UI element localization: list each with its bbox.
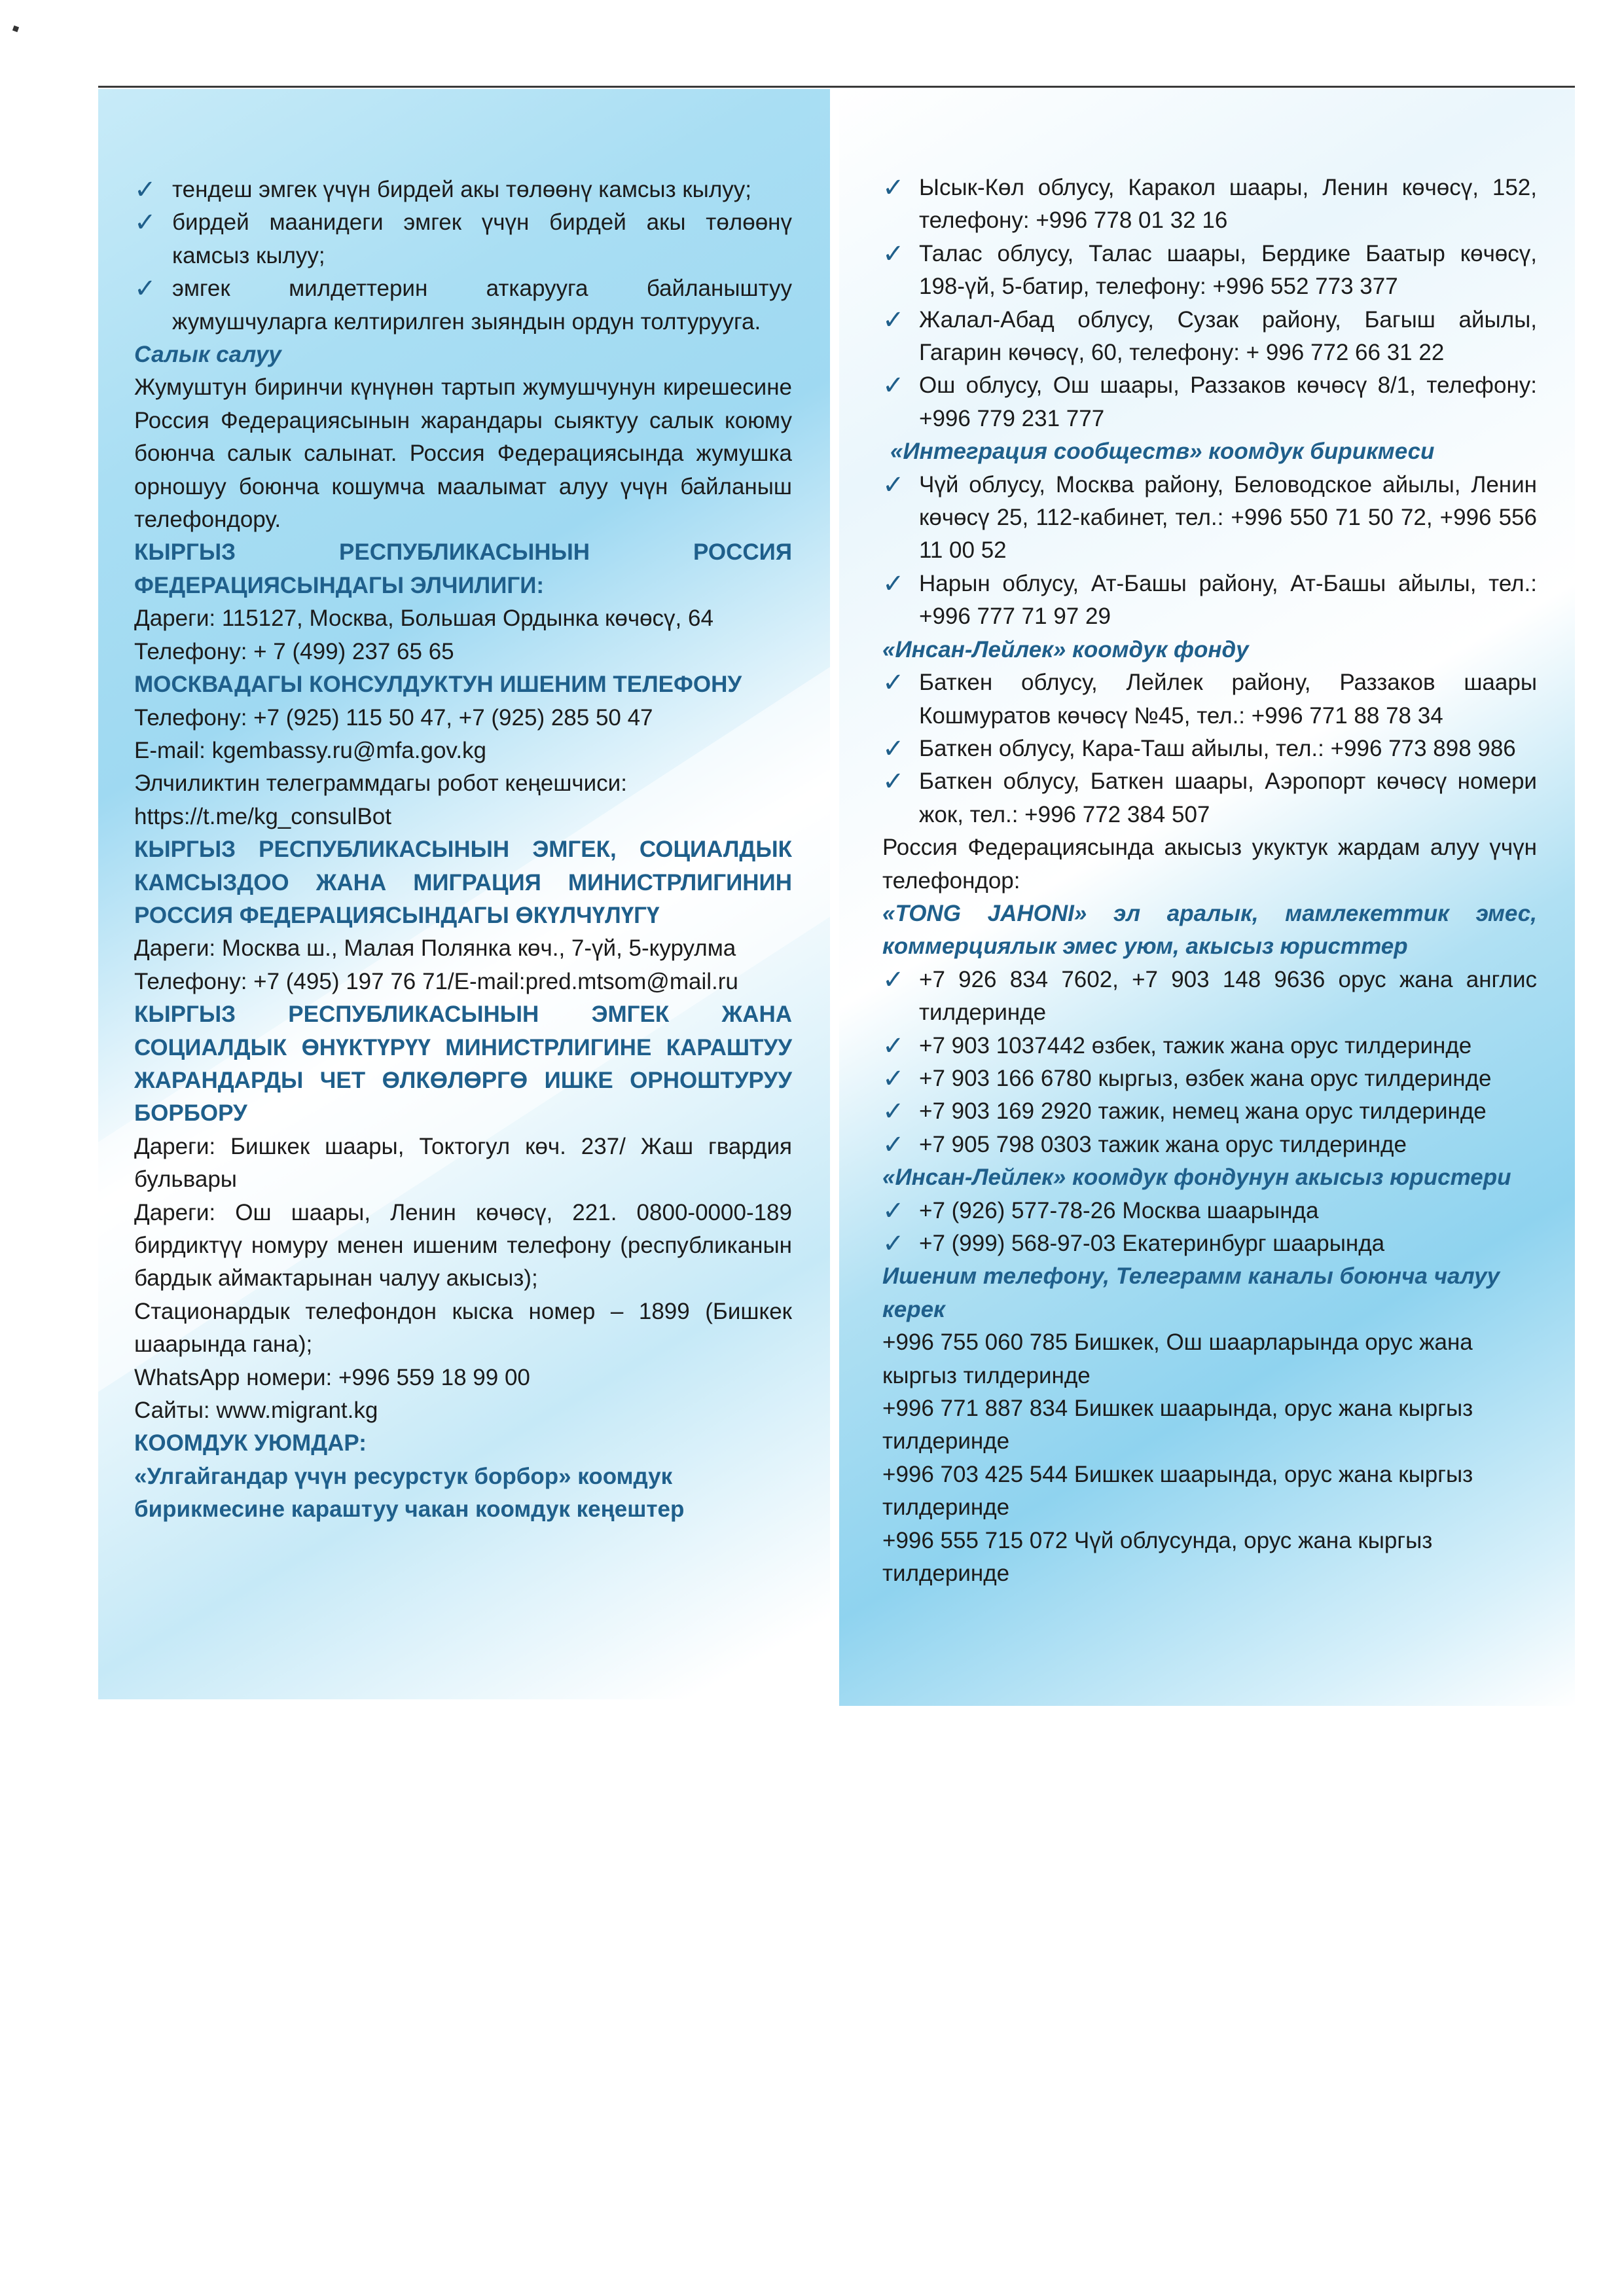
embassy-heading: КЫРГЫЗ РЕСПУБЛИКАСЫНЫН РОССИЯ ФЕДЕРАЦИЯСЫНДАГЫ ЭЛЧИЛИГИ: [134,539,792,598]
hotline-4: +996 555 715 072 Чүй облусунда, орус жана кыргыз тилдеринде [882,1527,1433,1587]
insan-heading: «Инсан-Лейлек» коомдук фонду [882,636,1249,662]
orgs-subheading: «Улгайгандар үчүн ресурстук борбор» коомдук бирикмесине караштуу чакан коомдук кеңештер [134,1463,685,1523]
center-address-osh: Дареги: Ош шаары, Ленин көчөсү, 221. 0800-0000-189 бирдиктүү номуру менен ишеним телефону (республиканын бардык аймактарынан чалуу акысыз); [134,1199,792,1292]
checkmark-icon: ✓ [882,569,905,598]
hotline-2: +996 771 887 834 Бишкек шаарында, орус жана кыргыз тилдеринде [882,1396,1473,1455]
center-short-number: Стационардык телефондон кыска номер – 1899 (Бишкек шаарында гана); [134,1298,792,1358]
checkmark-icon: ✓ [882,1064,905,1093]
right-column [882,172,1537,1590]
checkmark-icon: ✓ [882,1031,905,1060]
checkmark-icon: ✓ [882,965,905,994]
legal-aid-text: Россия Федерациясында акысыз укуктук жардам алуу үчүн телефондор: [882,835,1537,894]
checkmark-icon: ✓ [882,1229,905,1258]
checkmark-icon: ✓ [882,668,905,698]
list-item: ✓ Нарын облусу, Ат-Башы району, Ат-Башы айылы, тел.: +996 777 71 97 29 [882,568,1537,634]
list-item: ✓ +7 (999) 568-97-03 Екатеринбург шаарында [882,1227,1537,1260]
list-item: ✓ +7 905 798 0303 тажик жана орус тилдеринде [882,1129,1537,1161]
embassy-address: Дареги: 115127, Москва, Большая Ордынка көчөсү, 64 [134,605,713,632]
checkmark-icon: ✓ [882,1097,905,1127]
consul-email: E-mail: kgembassy.ru@mfa.gov.kg [134,737,487,763]
checkmark-icon: ✓ [882,470,905,499]
list-item: ✓ Талас облусу, Талас шаары, Бердике Баатыр көчөсү, 198-үй, 5-батир, телефону: +996 552 773 377 [882,238,1537,304]
embassy-phone: Телефону: + 7 (499) 237 65 65 [134,638,454,664]
list-item: ✓ +7 903 1037442 өзбек, тажик жана орус тилдеринде [882,1030,1537,1062]
center-whatsapp: WhatsApp номери: +996 559 18 99 00 [134,1364,530,1390]
consul-heading: МОСКВАДАГЫ КОНСУЛДУКТУН ИШЕНИМ ТЕЛЕФОНУ [134,672,742,698]
checkmark-icon: ✓ [134,175,156,204]
checkmark-icon: ✓ [882,371,905,401]
list-item: ✓ +7 903 169 2920 тажик, немец жана орус тилдеринде [882,1095,1537,1128]
hotline-1: +996 755 060 785 Бишкек, Ош шаарларында орус жана кыргыз тилдеринде [882,1329,1473,1388]
list-item: ✓ Баткен облусу, Баткен шаары, Аэропорт көчөсү номери жок, тел.: +996 772 384 507 [882,765,1537,831]
tax-heading: Салык салуу [134,342,281,368]
tax-text: Жумуштун биринчи күнүнөн тартып жумушчунун кирешесине Россия Федерациясынын жарандары сыяктуу салык коюму боюнча салык салынат. Россия Федерациясында жумушка орношуу боюнча кошумча маалымат алуу үчүн байланыш телефондору. [134,374,792,533]
checkmark-icon: ✓ [134,208,156,238]
hotline-heading: Ишеним телефону, Телеграмм каналы боюнча чалуу керек [882,1263,1500,1322]
list-item: ✓ тендеш эмгек үчүн бирдей акы төлөөнү камсыз кылуу; [134,173,792,206]
integration-heading: «Интеграция сообществ» коомдук бирикмеси [890,439,1435,465]
checkmark-icon: ✓ [882,767,905,797]
checkmark-icon: ✓ [882,1130,905,1159]
ministry-address: Дареги: Москва ш., Малая Полянка көч., 7-үй, 5-курулма [134,935,736,962]
scan-corner-mark [12,26,19,32]
left-column [134,173,792,1527]
checkmark-icon: ✓ [882,239,905,268]
insan-lawyers-heading: «Инсан-Лейлек» коомдук фондунун акысыз юристери [882,1165,1511,1191]
tong-jahoni-heading: «TONG JAHONI» эл аралык, мамлекеттик эмес, коммерциялык эмес уюм, акысыз юристтер [882,900,1537,960]
list-item: ✓ +7 903 166 6780 кыргыз, өзбек жана орус тилдеринде [882,1062,1537,1095]
orgs-heading: КООМДУК УЮМДАР: [134,1430,367,1456]
list-item: ✓ Чүй облусу, Москва району, Беловодское айылы, Ленин көчөсү 25, 112-кабинет, тел.: +996 550 71 50 72, +996 556 11 00 52 [882,469,1537,568]
checkmark-icon: ✓ [882,1196,905,1225]
consul-bot-label: Элчиликтин телеграммдагы робот кеңешчиси: [134,770,627,797]
ministry-heading: КЫРГЫЗ РЕСПУБЛИКАСЫНЫН ЭМГЕК, СОЦИАЛДЫК КАМСЫЗДОО ЖАНА МИГРАЦИЯ МИНИСТРЛИГИНИН РОССИЯ ФЕДЕРАЦИЯСЫНДАГЫ ӨКҮЛЧҮЛҮГҮ [134,837,792,928]
list-item: ✓ бирдей маанидеги эмгек үчүн бирдей акы төлөөнү камсыз кылуу; [134,206,792,272]
checkmark-icon: ✓ [882,305,905,334]
center-site[interactable]: Сайты: www.migrant.kg [134,1398,378,1424]
list-item: ✓ эмгек милдеттерин аткарууга байланыштуу жумушчуларга келтирилген зыяндын ордун толтурууга. [134,272,792,338]
list-item: ✓ Баткен облусу, Кара-Таш айылы, тел.: +996 773 898 986 [882,732,1537,765]
list-item: ✓ Жалал-Абад облусу, Сузак району, Багыш айылы, Гагарин көчөсү, 60, телефону: + 996 772 66 31 22 [882,304,1537,370]
consul-phone: Телефону: +7 (925) 115 50 47, +7 (925) 285 50 47 [134,704,653,731]
checkmark-icon: ✓ [134,274,156,304]
hotline-3: +996 703 425 544 Бишкек шаарында, орус жана кыргыз тилдеринде [882,1461,1473,1521]
list-item: ✓ Ысык-Көл облусу, Каракол шаары, Ленин көчөсү, 152, телефону: +996 778 01 32 16 [882,172,1537,238]
center-heading: КЫРГЫЗ РЕСПУБЛИКАСЫНЫН ЭМГЕК ЖАНА СОЦИАЛДЫК ӨНҮКТҮРҮҮ МИНИСТРЛИГИНЕ КАРАШТУУ ЖАРАНДАРДЫ ЧЕТ ӨЛКӨЛӨРГӨ ИШКЕ ОРНОШТУРУУ БОРБОРУ [134,1002,792,1127]
list-item: ✓ Ош облусу, Ош шаары, Раззаков көчөсү 8/1, телефону: +996 779 231 777 [882,369,1537,435]
top-rule [98,86,1575,88]
checkmark-icon: ✓ [882,734,905,763]
list-item: ✓ +7 926 834 7602, +7 903 148 9636 орус жана англис тилдеринде [882,964,1537,1030]
list-item: ✓ +7 (926) 577-78-26 Москва шаарында [882,1195,1537,1227]
center-address-bishkek: Дареги: Бишкек шаары, Токтогул көч. 237/ Жаш гвардия бульвары [134,1133,792,1193]
consul-bot-link[interactable]: https://t.me/kg_consulBot [134,803,391,829]
ministry-phone: Телефону: +7 (495) 197 76 71/E-mail:pred.mtsom@mail.ru [134,968,738,994]
list-item: ✓ Баткен облусу, Лейлек району, Раззаков шаары Кошмуратов көчөсү №45, тел.: +996 771 88 78 34 [882,666,1537,732]
checkmark-icon: ✓ [882,173,905,202]
